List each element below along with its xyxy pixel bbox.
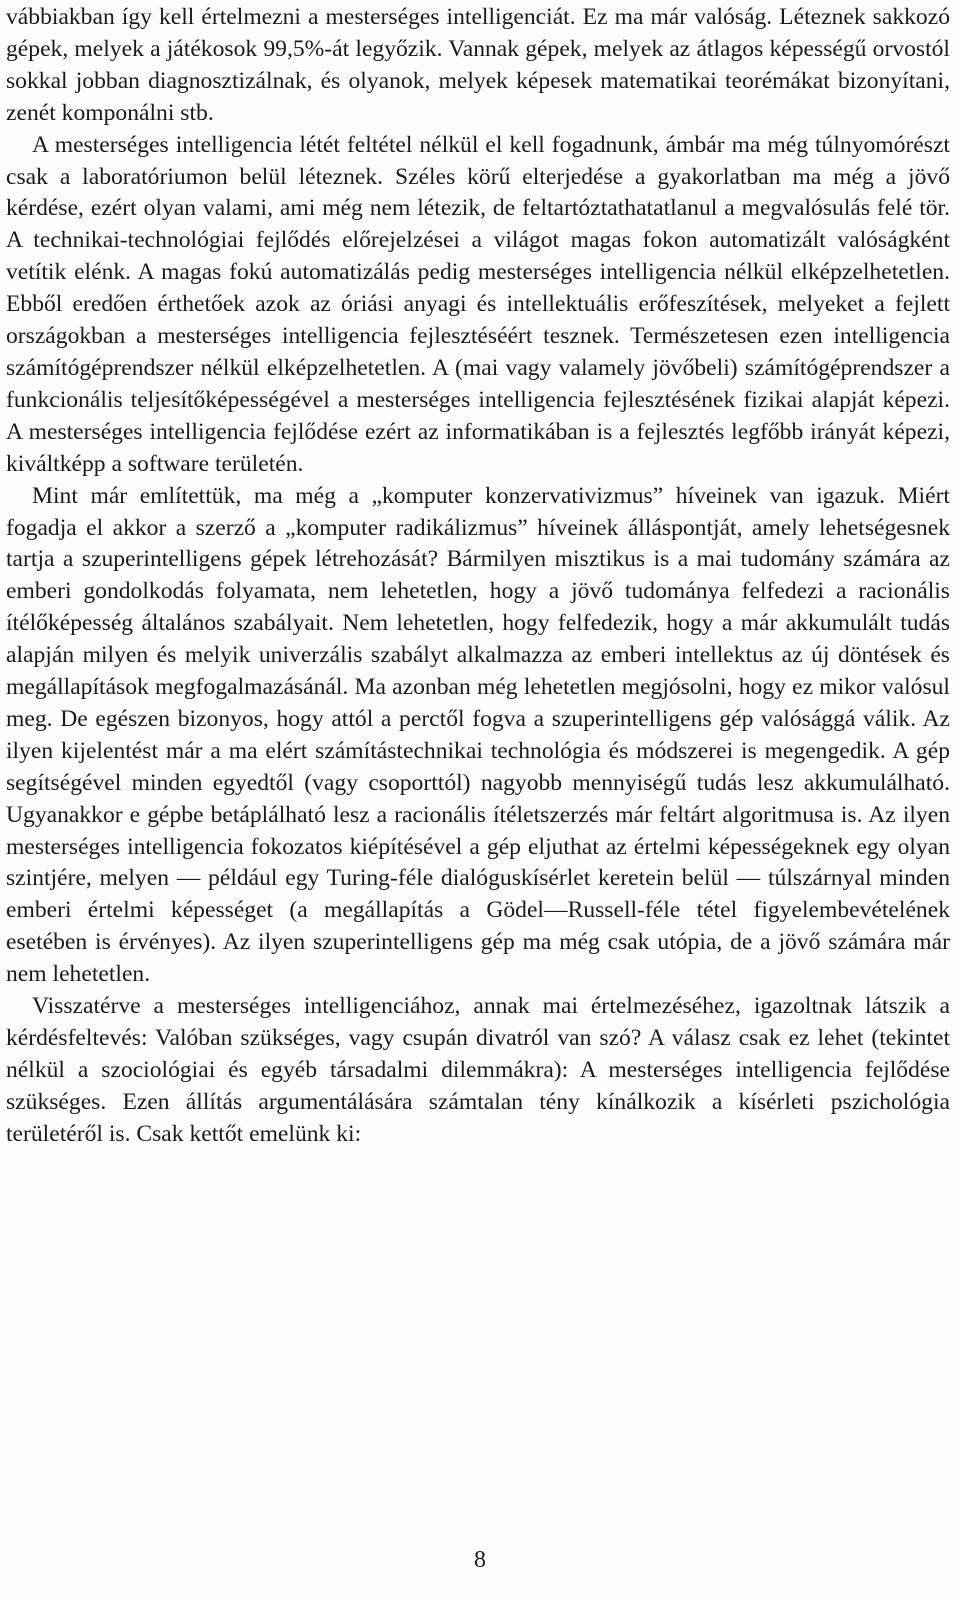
paragraph-3: Mint már említettük, ma még a „komputer konzervativizmus” híveinek van igazuk. Miért fogadja el akkor a szerző a „komputer radikálizmus” híveinek álláspontját, amely lehetségesnek tartja a szuperintelligens gépek létrehozását? Bármilyen misztikus is a mai tudomány számára az emberi gondolkodás folyamata, nem lehetetlen, hogy a jövő tudománya felfedezi a racionális ítélőképesség általános szabályait. Nem lehetetlen, hogy felfedezik, hogy a már akkumulált tudás alapján milyen és melyik univerzális szabályt alkalmazza az emberi intellektus az új döntések és megállapítások megfogalmazásánál. Ma azonban még lehetetlen megjósolni, hogy ez mikor valósul meg. De egészen bizonyos, hogy attól a perctől fogva a szuperintelligens gép valósággá válik. Az ilyen kijelentést már a ma elért számítástechnikai technológia és módszerei is megengedik. A gép segítségével minden egyedtől (vagy csoporttól) nagyobb mennyiségű tudás lesz akkumulálható. Ugyanakkor e gépbe betáplálható lesz a racionális ítéletszerzés már feltárt algoritmusa is. Az ilyen mesterséges intelligencia fokozatos kiépítésével a gép eljuthat az értelmi képességeknek egy olyan szintjére, melyen — például egy Turing-féle dialóguskísérlet keretein belül — túlszárnyal minden emberi értelmi képességet (a megállapítás a Gödel—Russell-féle tétel figyelembevételének esetében is érvényes). Az ilyen szuperintelligens gép ma még csak utópia, de a jövő számára már nem lehetetlen. <box>6 482 950 988</box>
page-number: 8 <box>474 1547 486 1573</box>
paragraph-1: vábbiakban így kell értelmezni a mesterséges intelligenciát. Ez ma már valóság. Léteznek sakkozó gépek, melyek a játékosok 99,5%-át legyőzik. Vannak gépek, melyek az átlagos képességű orvostól sokkal jobban diagnosztizálnak, és olyanok, melyek képesek matematikai teorémákat bizonyítani, zenét komponálni stb. <box>6 4 950 126</box>
paragraph-4: Visszatérve a mesterséges intelligenciához, annak mai értelmezéséhez, igazoltnak látszik a kérdésfeltevés: Valóban szükséges, vagy csupán divatról van szó? A válasz csak ez lehet (tekintet nélkül a szociológiai és egyéb társadalmi dilemmákra): A mesterséges intelligencia fejlődése szükséges. Ezen állítás argumentálására számtalan tény kínálkozik a kísérleti pszichológia területéről is. Csak kettőt emelünk ki: <box>6 993 950 1147</box>
body-text <box>6 2 950 1151</box>
paragraph-2: A mesterséges intelligencia létét feltétel nélkül el kell fogadnunk, ámbár ma még túlnyomórészt csak a laboratóriumon belül léteznek. Széles körű elterjedése a gyakorlatban ma még a jövő kérdése, ezért olyan valami, ami még nem létezik, de feltartóztathatatlanul a megvalósulás felé tör. A technikai-technológiai fejlődés előrejelzései a világot magas fokon automatizált valóságként vetítik elénk. A magas fokú automatizálás pedig mesterséges intelligencia nélkül elképzelhetetlen. Ebből eredően érthetőek azok az óriási anyagi és intellektuális erőfeszítések, melyeket a fejlett országokban a mesterséges intelligencia fejlesztéséért tesznek. Természetesen ezen intelligencia számítógéprendszer nélkül elképzelhetetlen. A (mai vagy valamely jövőbeli) számítógéprendszer a funkcionális teljesítőképességével a mesterséges intelligencia fejlesztésének fizikai alapját képezi. A mesterséges intelligencia fejlődése ezért az informatikában is a fejlesztés legfőbb irányát képezi, kiváltképp a software területén. <box>6 131 950 477</box>
